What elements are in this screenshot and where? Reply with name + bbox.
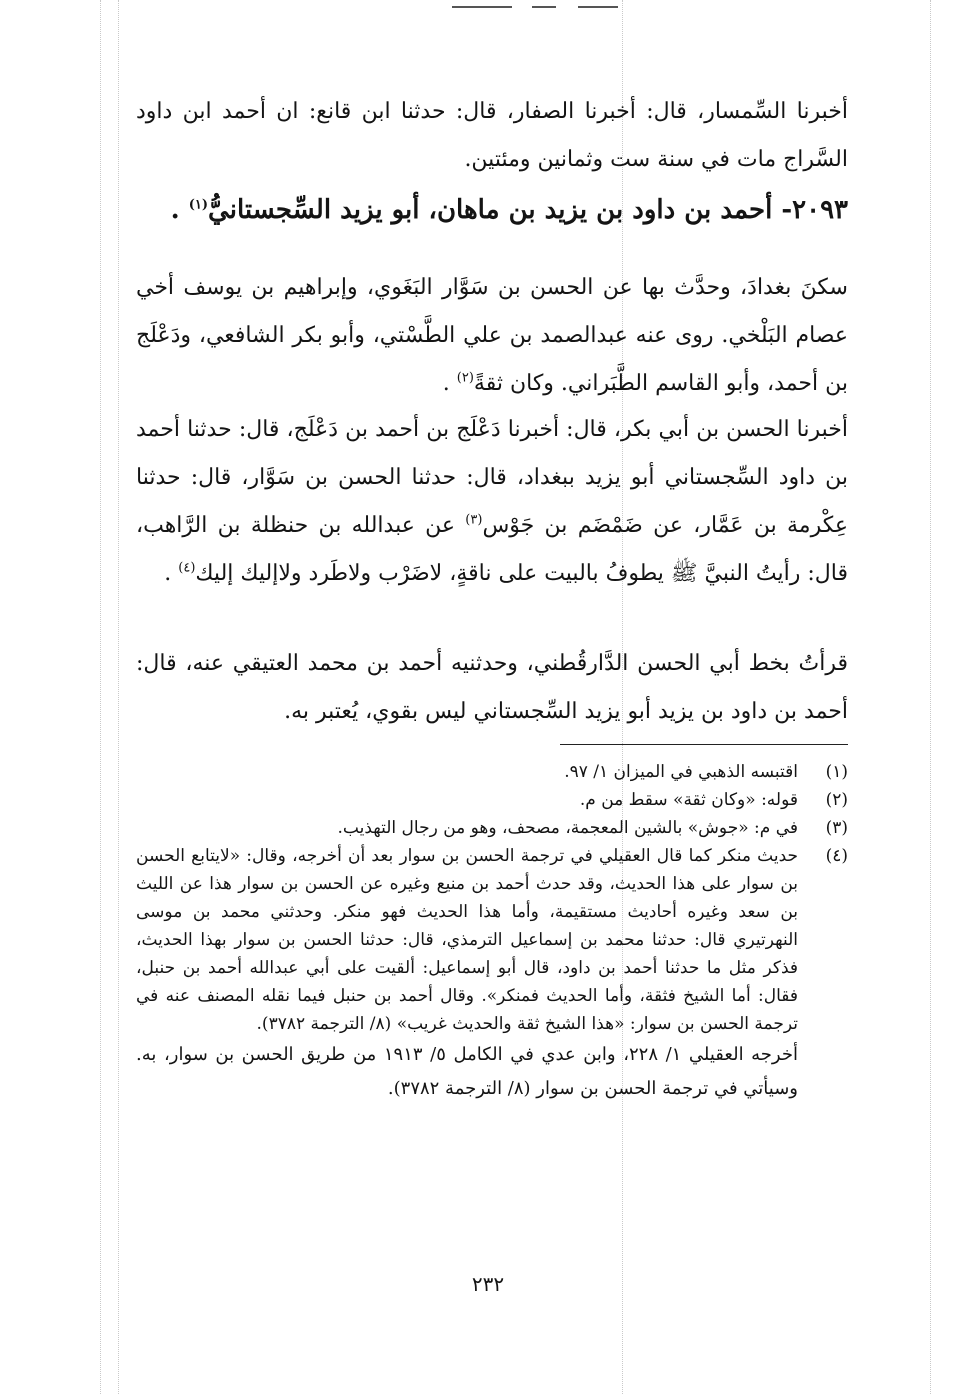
- footnote: [136, 786, 848, 814]
- intro-paragraph: أخبرنا السِّمسار، قال: أخبرنا الصفار، قال: حدثنا ابن قانع: ان أحمد ابن داود السَّراج مات في سنة ست وثمانين ومئتين.: [136, 99, 848, 172]
- footnote-ref-1: (١): [188, 197, 209, 213]
- heading-end: .: [170, 195, 189, 225]
- scan-artifact-line: [930, 0, 931, 1394]
- hadith-paragraph: [136, 406, 848, 598]
- footnote-number: (١): [825, 762, 848, 782]
- scan-artifact-mark: [578, 6, 618, 8]
- biography-end: .: [442, 371, 457, 396]
- footnote-text: قوله: «وكان ثقة» سقط من م.: [579, 790, 798, 810]
- scan-artifact-mark: [532, 6, 556, 8]
- footnote-text: حديث منكر كما قال العقيلي في ترجمة الحسن بن سوار بعد أن أخرجه، وقال: «لايتابع الحسن بن سوار على هذا الحديث، وقد حدث أحمد بن منيع وغيره عن الحسن بن سوار هذا عن الليث بن سعد وغيره أحاديث مستقيمة، وأما هذا الحديث فهو منكر. وحدثني محمد بن موسى النهرتيري قال: حدثنا محمد بن إسماعيل الترمذي، قال: حدثنا الحسن بن سوار بهذا الحديث، فذكر مثل ما حدثنا أحمد بن داود، قال أبو إسماعيل: ألقيت على أبي عبدالله أحمد بن حنبل، فقال: أما الشيخ فثقة، وأما الحديث فمنكر». وقال أحمد بن حنبل فيما نقله المصنف عنه في ترجمة الحسن بن سوار: «هذا الشيخ ثقة والحديث غريب» (٨/ الترجمة ٣٧٨٢).: [136, 846, 798, 1034]
- hadith-end: .: [164, 561, 179, 586]
- footnote-ref-4: (٤): [178, 560, 196, 576]
- hadith-text-a: أخبرنا الحسن بن أبي بكر، قال: أخبرنا دَعْلَج بن أحمد بن دَعْلَج، قال: حدثنا أحمد بن داود السِّجستاني أبو يزيد ببغداد، قال: حدثنا الحسن بن سَوَّار، قال: حدثنا عِكْرمة بن عَمَّار، عن ضَمْضَم بن جَوْس: [136, 417, 848, 538]
- footnote-text: اقتبسه الذهبي في الميزان ١/ ٩٧.: [564, 762, 798, 782]
- hadith-text-b: عن عبدالله بن حنظلة بن الرَّاهب، قال: رأيتُ النبيَّ ﷺ يطوفُ بالبيت على ناقةٍ، لاضَرْب ولاطَرد ولاإليك إليك: [136, 513, 848, 586]
- scan-artifact-mark: [452, 6, 512, 8]
- footnote-continuation: أخرجه العقيلي ١/ ٢٢٨، وابن عدي في الكامل ٥/ ١٩١٣ من طريق الحسن بن سوار، به. وسيأتي في ترجمة الحسن بن سوار (٨/ الترجمة ٣٧٨٢).: [136, 1044, 798, 1099]
- biography-text: سكنَ بغدادَ، وحدَّث بها عن الحسن بن سَوَّار البَغَوي، وإبراهيم بن يوسف أخي عصام البَلْخي. روى عنه عبدالصمد بن علي الطَّسْتي، وأبو بكر الشافعي، ودَعْلَج بن أحمد، وأبو القاسم الطَّبَراني. وكان ثقةً: [136, 275, 848, 396]
- footnote-ref-2: (٢): [456, 370, 474, 386]
- footnote-number: (٤): [825, 846, 848, 866]
- footnote-number: (٣): [825, 818, 848, 838]
- footnote-ref-3: (٣): [465, 512, 483, 528]
- footnotes: [136, 758, 848, 1106]
- biography-paragraph: [136, 264, 848, 408]
- footnote-text: في م: «جوش» بالشين المعجمة، مصحف، وهو من رجال التهذيب.: [337, 818, 798, 838]
- entry-heading: [136, 190, 848, 230]
- footnote-divider: [560, 744, 848, 745]
- scan-artifact-line: [118, 0, 119, 1394]
- page-number: ٢٣٢: [471, 1272, 505, 1296]
- footnote-number: (٢): [825, 790, 848, 810]
- scan-artifact-line: [100, 0, 101, 1394]
- footnote: [136, 814, 848, 842]
- footnote: [136, 842, 848, 1106]
- daraqutni-paragraph: قرأتُ بخط أبي الحسن الدَّارقُطني، وحدثنيه أحمد بن محمد العتيقي عنه، قال: أحمد بن داود بن يزيد أبو يزيد السِّجستاني ليس بقوي، يُعتبر به.: [136, 651, 849, 724]
- footnote: [136, 758, 848, 786]
- entry-heading-text: ٢٠٩٣- أحمد بن داود بن يزيد بن ماهان، أبو يزيد السِّجستانيُّ: [208, 195, 848, 225]
